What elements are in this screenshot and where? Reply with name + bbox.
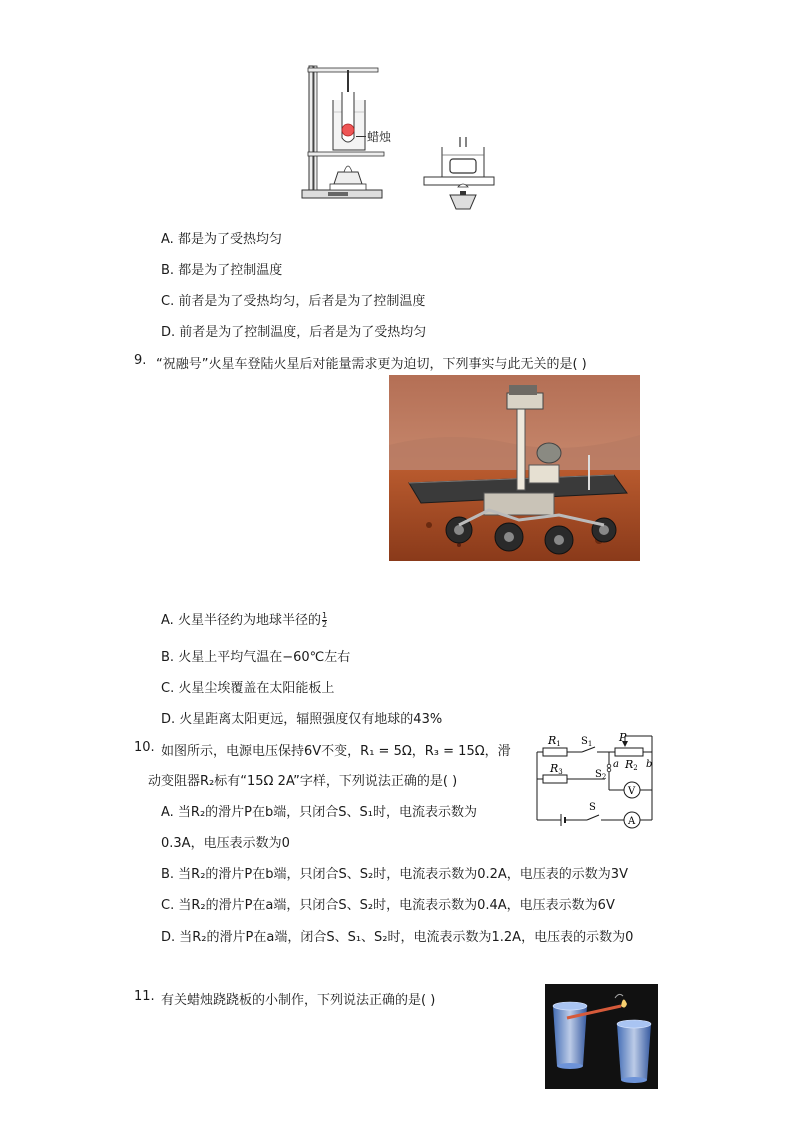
q10-label-r1: R1 [548,734,561,748]
q9-number: 9. [134,353,147,368]
q9-option-b-letter: B. [161,650,175,665]
q8-option-d[interactable] [161,321,426,340]
q10-label-r3: R3 [550,762,563,776]
q10-label-s1: $S_1$ [581,736,593,748]
q10-voltmeter-label: V [628,786,636,797]
q8-option-b[interactable] [161,259,282,278]
q10-option-a-line1[interactable]: A. 当R₂的滑片P在b端，只闭合S、S₁时，电流表示数为 [161,805,477,820]
q9-option-a-fraction [322,612,327,629]
q10-label-r2: R2 [625,758,638,772]
q8-option-a[interactable] [161,228,282,247]
q8-option-a-text: 都是为了受热均匀 [177,232,282,247]
q9-option-a-letter: A. [161,613,174,628]
q10-ammeter-label: A [628,816,636,827]
q9-fraction-numerator: 1 [321,611,328,620]
q10-label-s: S [589,802,596,813]
q9-option-a[interactable] [161,609,327,629]
q8-option-c-letter: C. [161,294,175,309]
q9-mars-rover-image [389,375,640,561]
q8-option-c-text: 前者是为了受热均匀，后者是为了控制温度 [178,294,426,309]
q10-option-a-line2: 0.3A，电压表示数为0 [161,836,290,851]
q10-r1-resistor [543,748,567,756]
q10-circuit-diagram [527,730,662,830]
q10-stem-line2: 动变阻器R₂标有“15Ω 2A”字样，下列说法正确的是( ) [148,774,458,789]
q11-number: 11. [134,989,155,1004]
q11-candle-seesaw-image [545,984,658,1089]
q10-r3-resistor [543,775,567,783]
q10-number: 10. [134,740,155,755]
q10-option-b[interactable]: B. 当R₂的滑片P在b端，只闭合S、S₂时，电流表示数为0.2A，电压表的示数为3V [161,867,628,882]
q9-stem: “祝融号”火星车登陆火星后对能量需求更为迫切，下列事实与此无关的是( ) [156,357,587,372]
q10-label-b: b [646,759,653,770]
q9-option-d-letter: D. [161,712,176,727]
q10-label-p: P [619,731,627,744]
q9-option-c[interactable] [161,677,334,696]
q9-option-b[interactable] [161,646,350,665]
q8-option-b-text: 都是为了控制温度 [178,263,283,278]
q8-option-a-letter: A. [161,232,174,247]
q8-option-b-letter: B. [161,263,175,278]
q8-label-pointer [356,136,366,137]
q9-option-d[interactable] [161,708,442,727]
q10-option-c[interactable]: C. 当R₂的滑片P在a端，只闭合S、S₂时，电流表示数为0.4A，电压表示数为6V [161,898,615,913]
q9-option-c-text: 火星尘埃覆盖在太阳能板上 [178,681,335,696]
q8-direct-heating-apparatus [422,133,497,215]
q10-stem-line1: 如图所示，电源电压保持6V不变，R₁ = 5Ω，R₃ = 15Ω，滑 [161,744,511,759]
q8-option-d-letter: D. [161,325,176,340]
q11-stem: 有关蜡烛跷跷板的小制作，下列说法正确的是( ) [161,993,436,1008]
q9-option-b-text: 火星上平均气温在−60℃左右 [178,650,351,665]
q8-option-c[interactable] [161,290,425,309]
q9-fraction-denominator: 2 [321,620,328,629]
q10-option-d[interactable]: D. 当R₂的滑片P在a端，闭合S、S₁、S₂时，电流表示数为1.2A，电压表的示数为0 [161,930,634,945]
q9-option-d-text: 火星距离太阳更远，辐照强度仅有地球的43% [179,712,443,727]
q9-option-a-text: 火星半径约为地球半径的 [177,613,321,628]
q10-label-s2: $S_2$ [595,769,607,781]
q10-label-a: a [613,759,619,770]
q8-option-d-text: 前者是为了控制温度，后者是为了受热均匀 [179,325,427,340]
q8-candle-label: 蜡烛 [367,130,392,144]
q9-option-c-letter: C. [161,681,175,696]
q10-r2-resistor [615,748,643,756]
